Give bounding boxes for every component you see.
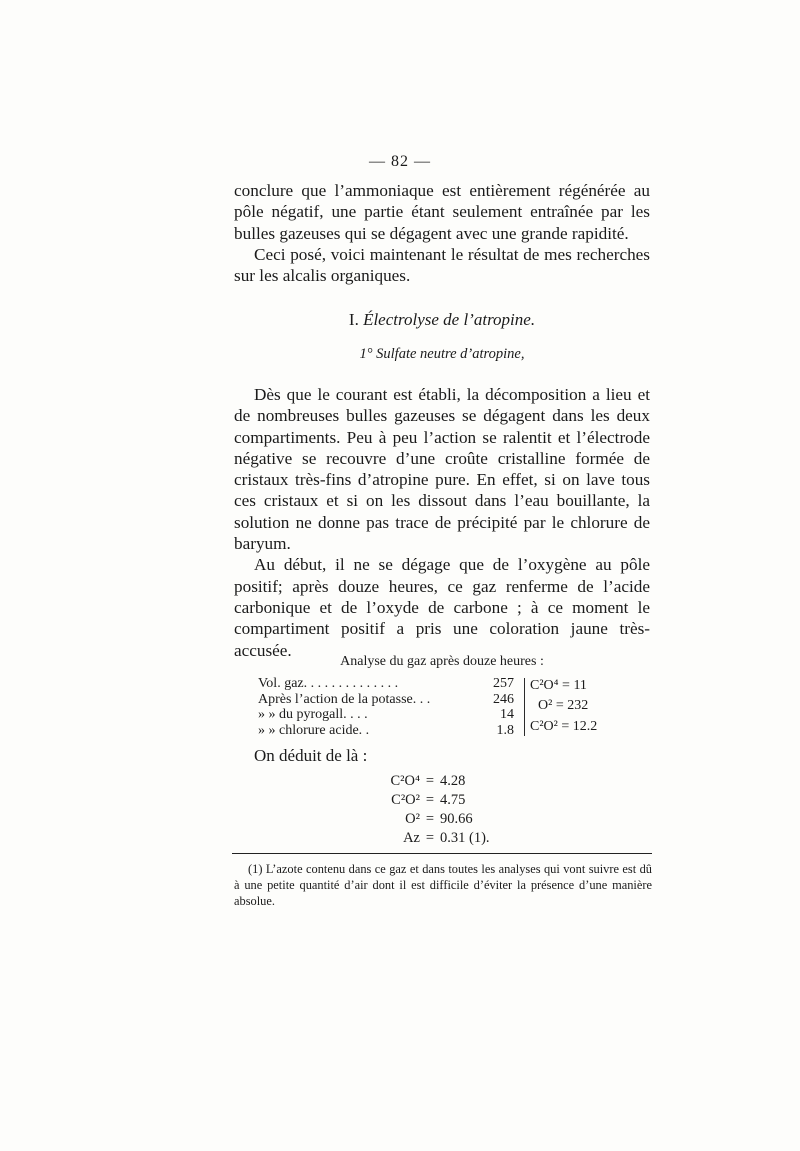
- analysis-row-value: 1.8: [496, 722, 514, 738]
- analysis-row: [258, 692, 520, 708]
- value: 12.2: [572, 719, 598, 734]
- paragraph: Ceci posé, voici maintenant le résultat de mes recherches sur les alcalis organiques.: [234, 244, 650, 286]
- analysis-row: [258, 723, 520, 739]
- formula: C²O²: [391, 792, 420, 808]
- section-title: Électrolyse de l’atropine.: [363, 310, 536, 329]
- analysis-row-value: 246: [493, 691, 514, 707]
- formula: C²O⁴: [390, 773, 420, 789]
- value: 4.28: [440, 773, 466, 789]
- formula: C²O⁴: [530, 678, 559, 693]
- value: 4.75: [440, 792, 466, 808]
- equals: =: [555, 698, 564, 713]
- deduction-label: On déduit de là :: [254, 746, 368, 765]
- analysis-row: [258, 707, 520, 723]
- analysis-row-label: » » chlorure acide. .: [258, 722, 370, 738]
- analysis-measurements: [258, 676, 520, 738]
- analysis-row-label: Vol. gaz. . . . . . . . . . . . . .: [258, 676, 399, 691]
- composition-item: [530, 678, 587, 694]
- equals: =: [561, 719, 570, 734]
- intro-text: [234, 180, 650, 286]
- formula: O²: [538, 698, 553, 713]
- paragraph: conclure que l’ammoniaque est entièrement régénérée au pôle négatif, une partie étant seulement entraînée par les bulles gazeuses qui se dégagent avec une grande rapidité.: [234, 181, 650, 243]
- paragraph: Au début, il ne se dégage que de l’oxygène au pôle positif; après douze heures, ce gaz renferme de l’acide carbonique et de l’oxyde de carbone ; à ce moment le compartiment positif a pris une coloration jaune très-accusée.: [234, 555, 650, 660]
- result-row: [376, 810, 556, 829]
- result-row: [376, 829, 556, 848]
- equals: =: [425, 773, 435, 789]
- value: 11: [573, 678, 587, 693]
- formula: O²: [405, 811, 420, 827]
- analysis-caption: Analyse du gaz après douze heures :: [340, 654, 544, 669]
- bracket-divider: [524, 678, 525, 736]
- results-list: [376, 772, 556, 848]
- value: 90.66: [440, 811, 473, 827]
- section-number: I.: [348, 310, 359, 329]
- analysis-row-label: Après l’action de la potasse. . .: [258, 691, 431, 707]
- footnote: [234, 861, 652, 909]
- equals: =: [425, 792, 435, 808]
- subsection-title: 1° Sulfate neutre d’atropine,: [359, 346, 525, 362]
- paragraph: Dès que le courant est établi, la décomposition a lieu et de nombreuses bulles gazeuses se dégagent dans les deux compartiments. Peu à peu l’action se ralentit et l’électrode négative se recouvre d’une croûte cristalline formée de cristaux très-fins d’atropine pure. En effet, si on lave tous ces cristaux et si on les dissout dans l’eau bouillante, la solution ne donne pas trace de précipité par le chlorure de baryum.: [234, 385, 650, 554]
- equals: =: [562, 678, 570, 693]
- analysis-table: [258, 676, 658, 738]
- composition-item: [538, 698, 588, 714]
- equals: =: [425, 830, 435, 846]
- section-heading: [234, 310, 650, 330]
- value: 0.31 (1).: [440, 830, 490, 846]
- composition-item: [530, 719, 597, 735]
- analysis-row-value: 14: [500, 707, 514, 722]
- analysis-row: [258, 676, 520, 692]
- main-text: [234, 384, 650, 661]
- analysis-row-label: » » du pyrogall. . . .: [258, 707, 368, 722]
- formula: C²O²: [530, 719, 558, 734]
- analysis-row-value: 257: [493, 676, 514, 691]
- footnote-text: (1) L’azote contenu dans ce gaz et dans toutes les analyses qui vont suivre est dû à une petite quantité d’air dont il est difficile d’éviter la présence d’une manière absolue.: [234, 862, 652, 908]
- value: 232: [567, 698, 589, 713]
- result-row: [376, 772, 556, 791]
- footnote-separator: [232, 853, 652, 854]
- equals: =: [425, 811, 435, 827]
- result-row: [376, 791, 556, 810]
- page-number: — 82 —: [369, 153, 431, 170]
- formula: Az: [403, 830, 420, 846]
